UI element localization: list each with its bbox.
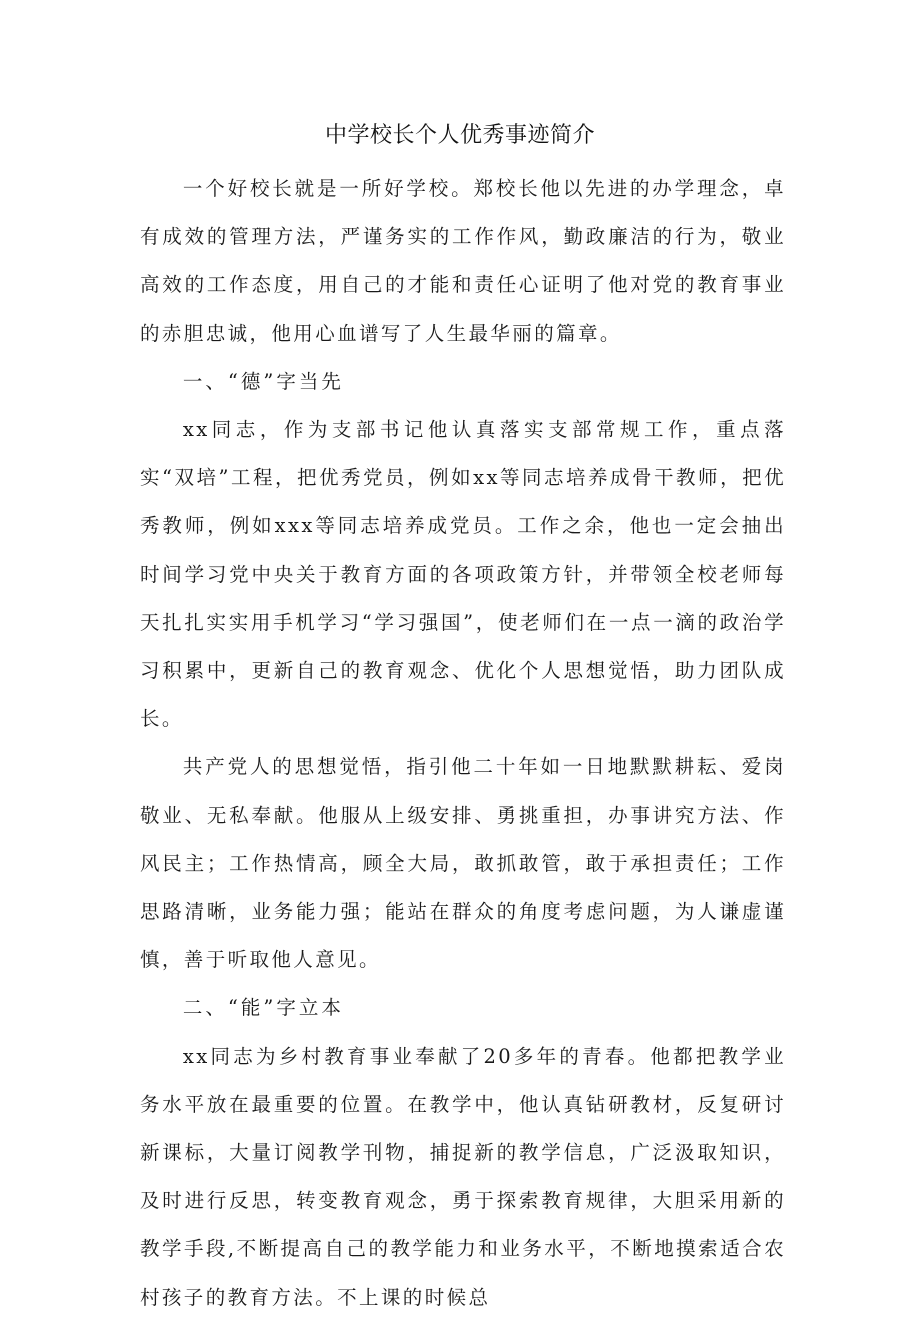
document-title: 中学校长个人优秀事迹简介 (324, 123, 595, 148)
paragraph-de-2: 共产党人的思想觉悟，指引他二十年如一日地默默耕耘、爱岗敬业、无私奉献。他服从上级安排、勇挑重担，办事讲究方法、作风民主；工作热情高，顾全大局，敢抓敢管，敢于承担责任；工作思路清晰，业务能力强；能站在群众的角度考虑问题，为人谦虚谨慎，善于听取他人意见。 (140, 755, 786, 972)
paragraph-de-1: xx同志，作为支部书记他认真落实支部常规工作，重点落实“双培”工程，把优秀党员，例如xx等同志培养成骨干教师，把优秀教师，例如xxx等同志培养成党员。工作之余，他也一定会抽出时间学习党中央关于教育方面的各项政策方针，并带领全校老师每天扎扎实实用手机学习“学习强国”，使老师们在一点一滴的政治学习积累中，更新自己的教育观念、优化个人思想觉悟，助力团队成长。 (140, 418, 786, 731)
document-body (140, 165, 786, 1322)
paragraph-intro: 一个好校长就是一所好学校。郑校长他以先进的办学理念，卓有成效的管理方法，严谨务实的工作作风，勤政廉洁的行为，敬业高效的工作态度，用自己的才能和责任心证明了他对党的教育事业的赤胆忠诚，他用心血谱写了人生最华丽的篇章。 (140, 177, 786, 345)
section-heading-neng: 二、“能”字立本 (182, 996, 344, 1020)
paragraph-neng-1: xx同志为乡村教育事业奉献了20多年的青春。他都把教学业务水平放在最重要的位置。在教学中，他认真钻研教材，反复研讨新课标，大量订阅教学刊物，捕捉新的教学信息，广泛汲取知识，及时进行反思，转变教育观念，勇于探索教育规律，大胆采用新的教学手段,不断提高自己的教学能力和业务水平，不断地摸索适合农村孩子的教育方法。不上课的时候总 (140, 1044, 786, 1309)
section-heading-de: 一、“德”字当先 (182, 369, 344, 393)
